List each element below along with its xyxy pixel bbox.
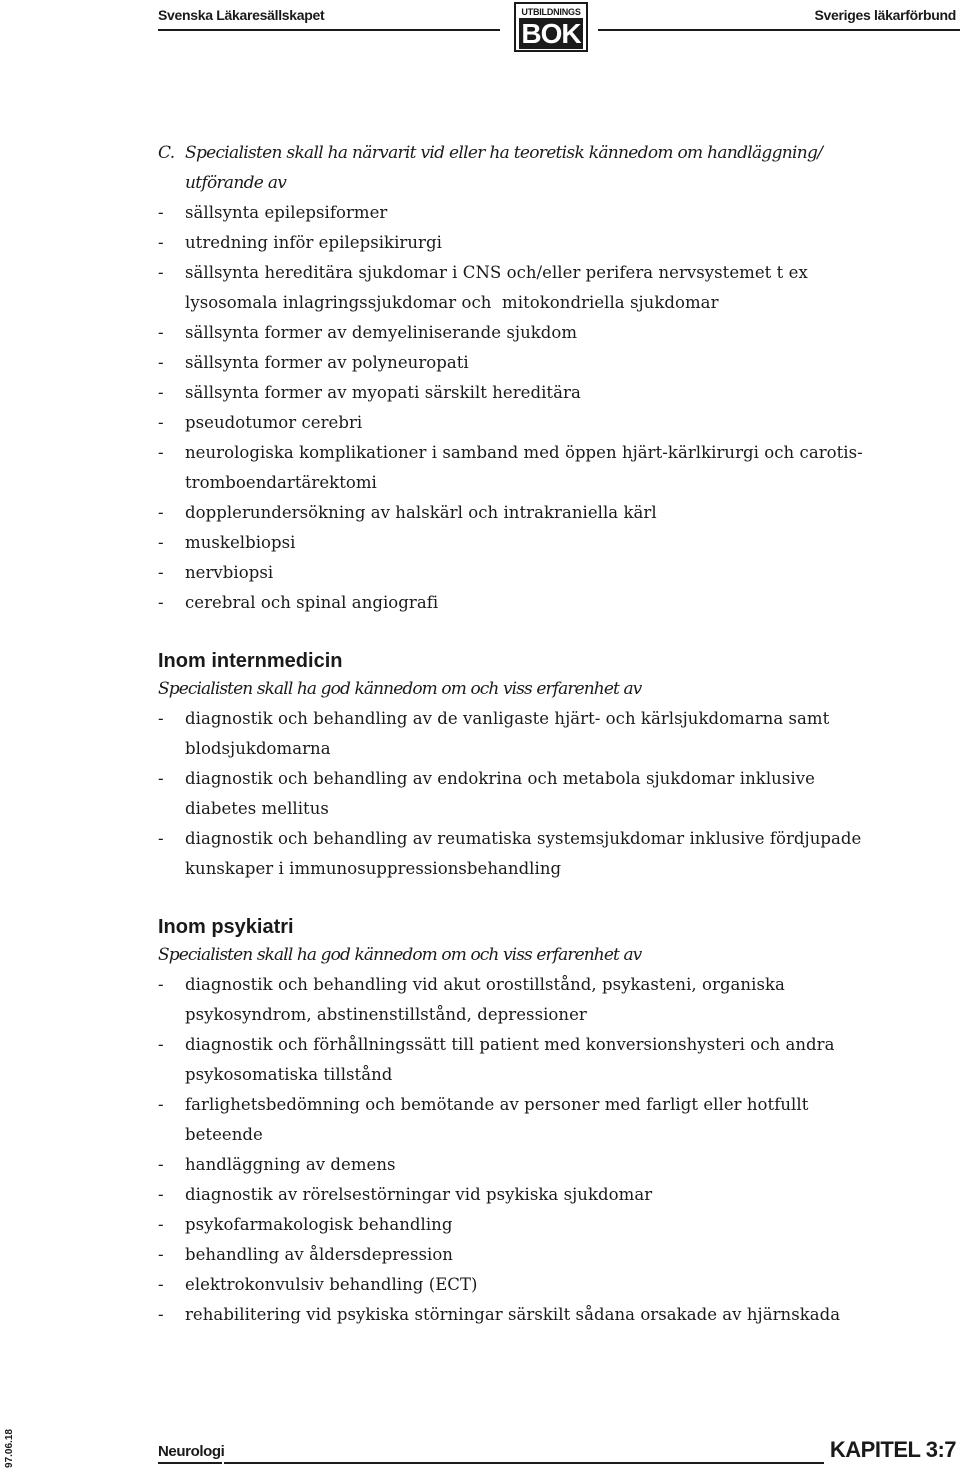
list-item: - diagnostik och behandling vid akut orostillstånd, psykasteni, organiska psykosyndrom, abstinenstillstånd, depressioner [158, 970, 960, 1030]
list-item: - rehabilitering vid psykiska störningar särskilt sådana orsakade av hjärnskada [158, 1300, 960, 1330]
psykiatri-list [158, 970, 960, 1330]
list-item: - cerebral och spinal angiografi [158, 588, 960, 618]
internmedicin-heading: Inom internmedicin [158, 650, 343, 672]
list-item: - sällsynta former av demyeliniserande sjukdom [158, 318, 960, 348]
page-content [158, 138, 960, 1330]
section-c-heading-line2: utförande av [185, 173, 287, 193]
section-c [158, 138, 960, 618]
list-item: - psykofarmakologisk behandling [158, 1210, 960, 1240]
internmedicin-list [158, 704, 960, 884]
list-item: - utredning inför epilepsikirurgi [158, 228, 960, 258]
list-item: - diagnostik och behandling av reumatiska systemsjukdomar inklusive fördjupade kunskaper i immunosuppressionsbehandling [158, 824, 960, 884]
list-item: - sällsynta epilepsiformer [158, 198, 960, 228]
list-item: - diagnostik och förhållningssätt till patient med konversionshysteri och andra psykosomatiska tillstånd [158, 1030, 960, 1090]
section-c-list [158, 198, 960, 618]
header-rule-right [598, 29, 960, 31]
internmedicin-subheading: Specialisten skall ha god kännedom om och viss erfarenhet av [158, 679, 642, 699]
header-org-left: Svenska Läkaresällskapet [158, 7, 325, 23]
list-item-continuation: lysosomala inlagringssjukdomar och mitokondriella sjukdomar [185, 293, 719, 312]
section-c-letter: C. [158, 143, 175, 163]
logo-main-text: BOK [519, 18, 583, 49]
list-item: - farlighetsbedömning och bemötande av personer med farligt eller hotfullt beteende [158, 1090, 960, 1150]
list-item: - diagnostik och behandling av de vanligaste hjärt- och kärlsjukdomarna samt blodsjukdomarna [158, 704, 960, 764]
section-internmedicin [158, 648, 960, 884]
header-rule-left [158, 29, 500, 31]
footer-rule-mid [224, 1462, 824, 1464]
section-psykiatri [158, 914, 960, 1330]
list-item: - sällsynta former av myopati särskilt hereditära [158, 378, 960, 408]
list-item: - muskelbiopsi [158, 528, 960, 558]
footer-date: 97.06.18 [3, 1429, 15, 1468]
logo-top-text: UTBILDNINGS [521, 7, 581, 17]
list-item: - sällsynta former av polyneuropati [158, 348, 960, 378]
list-item: - pseudotumor cerebri [158, 408, 960, 438]
list-item: - diagnostik av rörelsestörningar vid psykiska sjukdomar [158, 1180, 960, 1210]
list-item-continuation: tromboendartärektomi [185, 473, 377, 492]
footer-subject: Neurologi [158, 1443, 225, 1460]
utbildningsbok-logo [514, 2, 588, 52]
list-item: - sällsynta hereditära sjukdomar i CNS och/eller perifera nervsystemet t ex lysosomala inlagringssjukdomar och mitokondriella sjukdomar [158, 258, 960, 318]
footer-chapter: KAPITEL 3:7 [829, 1437, 956, 1462]
list-item: - neurologiska komplikationer i samband med öppen hjärt-kärlkirurgi och carotis- tromboendartärektomi [158, 438, 960, 498]
section-c-heading-line1: Specialisten skall ha närvarit vid eller ha teoretisk kännedom om handläggning/ [185, 143, 823, 163]
list-item: - nervbiopsi [158, 558, 960, 588]
section-c-heading [158, 138, 960, 168]
list-item: - behandling av åldersdepression [158, 1240, 960, 1270]
header-org-right: Sveriges läkarförbund [814, 7, 956, 23]
list-item: - diagnostik och behandling av endokrina och metabola sjukdomar inklusive diabetes mellitus [158, 764, 960, 824]
list-item: - elektrokonvulsiv behandling (ECT) [158, 1270, 960, 1300]
psykiatri-heading: Inom psykiatri [158, 916, 294, 938]
list-item: - dopplerundersökning av halskärl och intrakraniella kärl [158, 498, 960, 528]
psykiatri-subheading: Specialisten skall ha god kännedom om och viss erfarenhet av [158, 945, 642, 965]
list-item: - handläggning av demens [158, 1150, 960, 1180]
footer-rule-left [158, 1462, 222, 1464]
